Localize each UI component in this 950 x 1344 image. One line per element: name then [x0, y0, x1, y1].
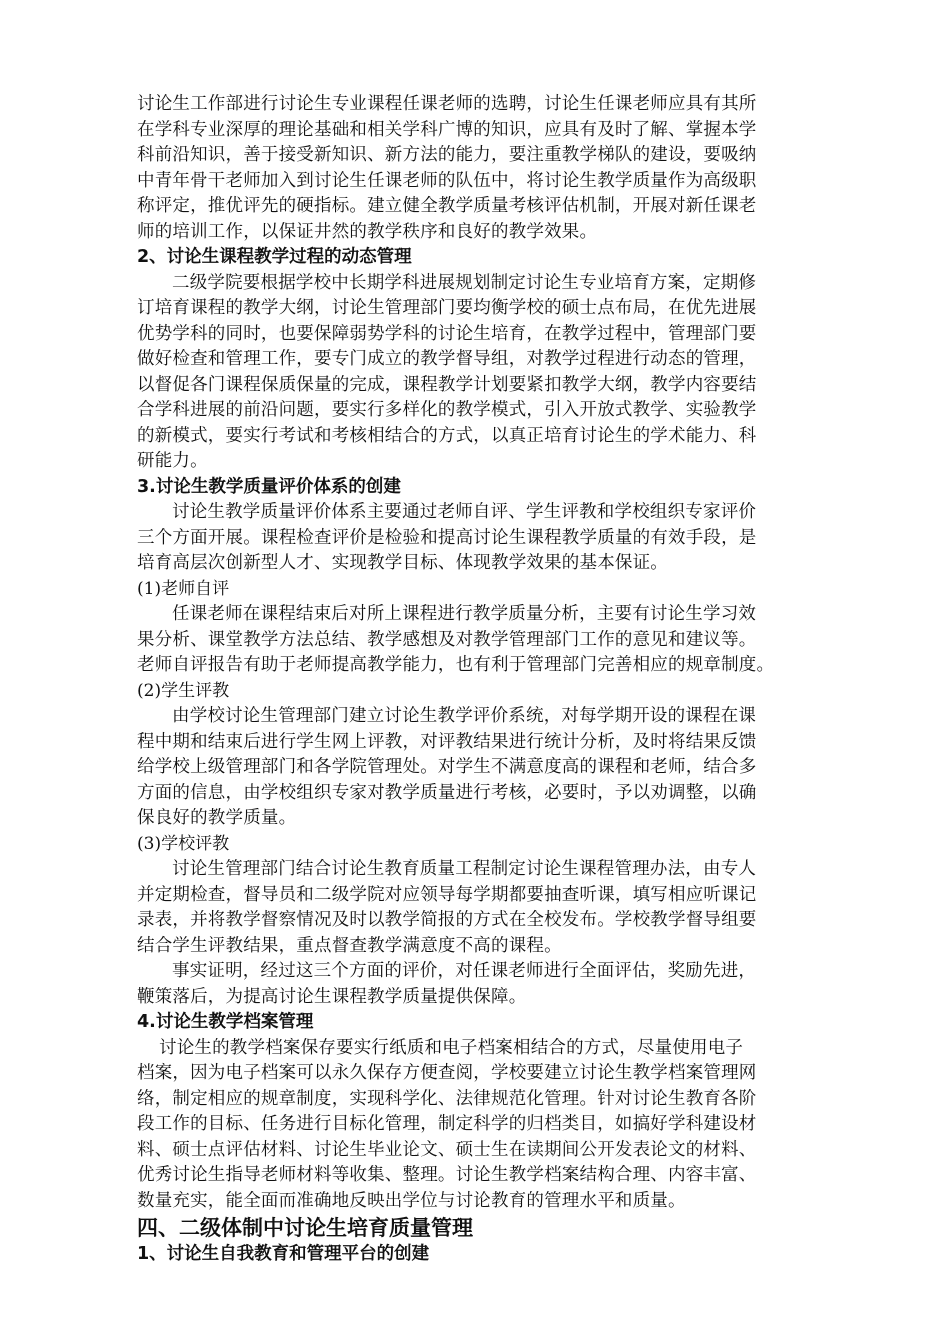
subheading-school-eval: (3)学校评教 — [137, 833, 230, 854]
text-line: 程中期和结束后进行学生网上评教，对评教结果进行统计分析，及时将结果反馈 — [137, 731, 757, 752]
text-line: 培育高层次创新型人才、实现教学目标、体现教学效果的基本保证。 — [137, 553, 668, 573]
text-line: 订培育课程的教学大纲，讨论生管理部门要均衡学校的硕士点布局，在优先进展 — [137, 298, 757, 318]
text-line: 任课老师在课程结束后对所上课程进行教学质量分析，主要有讨论生学习效 — [172, 604, 757, 624]
text-line: 在学科专业深厚的理论基础和相关学科广博的知识，应具有及时了解、掌握本学 — [137, 119, 757, 140]
text-line: 讨论生教学质量评价体系主要通过老师自评、学生评教和学校组织专家评价 — [172, 502, 757, 522]
text-line: 讨论生管理部门结合讨论生教育质量工程制定讨论生课程管理办法，由专人 — [172, 859, 757, 879]
section-heading-1: 1、讨论生自我教育和管理平台的创建 — [137, 1244, 430, 1264]
text-line: 讨论生的教学档案保存要实行纸质和电子档案相结合的方式，尽量使用电子 — [159, 1037, 744, 1058]
text-line: 方面的信息，由学校组织专家对教学质量进行考核，必要时，予以劝调整，以确 — [137, 782, 757, 803]
subheading-teacher-self-eval: (1)老师自评 — [137, 578, 230, 599]
paragraph-student-eval — [137, 704, 817, 832]
text-line: 二级学院要根据学校中长期学科进展规划制定讨论生专业培育方案，定期修 — [172, 272, 757, 293]
text-line: 称评定，推优评先的硬指标。建立健全教学质量考核评估机制，开展对新任课老 — [137, 196, 757, 216]
text-line: 优秀讨论生指导老师材料等收集、整理。讨论生教学档案结构合理、内容丰富、 — [137, 1165, 757, 1185]
text-line: 合学科进展的前沿问题，要实行多样化的教学模式，引入开放式教学、实验教学 — [137, 400, 757, 420]
text-line: 鞭策落后，为提高讨论生课程教学质量提供保障。 — [137, 986, 527, 1007]
paragraph-school-eval — [137, 857, 817, 959]
text-line: 研能力。 — [137, 451, 208, 471]
text-line: 录表，并将教学督察情况及时以教学简报的方式在全校发布。学校教学督导组要 — [137, 910, 757, 930]
text-line: 事实证明，经过这三个方面的评价，对任课老师进行全面评估，奖励先进， — [172, 961, 757, 981]
text-line: 并定期检查，督导员和二级学院对应领导每学期都要抽查听课，填写相应听课记 — [137, 884, 757, 905]
paragraph-evaluation-system — [137, 500, 817, 577]
section-heading-4: 4.讨论生教学档案管理 — [137, 1012, 314, 1032]
text-line: 三个方面开展。课程检查评价是检验和提高讨论生课程教学质量的有效手段，是 — [137, 527, 757, 548]
paragraph-dynamic-management — [137, 271, 817, 475]
text-line: 档案，因为电子档案可以永久保存方便查阅，学校要建立讨论生教学档案管理网 — [137, 1063, 757, 1083]
text-line: 数量充实，能全面而准确地反映出学位与讨论教育的管理水平和质量。 — [137, 1190, 686, 1211]
text-line: 络，制定相应的规章制度，实现科学化、法律规范化管理。针对讨论生教育各阶 — [137, 1088, 757, 1109]
section-heading-3: 3.讨论生教学质量评价体系的创建 — [137, 476, 401, 497]
text-line: 科前沿知识，善于接受新知识、新方法的能力，要注重教学梯队的建设，要吸纳 — [137, 145, 757, 165]
section-heading-2: 2、讨论生课程教学过程的动态管理 — [137, 247, 412, 267]
text-line: 以督促各门课程保质保量的完成，课程教学计划要紧扣教学大纲，教学内容要结 — [137, 374, 757, 395]
text-line: 由学校讨论生管理部门建立讨论生教学评价系统，对每学期开设的课程在课 — [172, 706, 757, 726]
paragraph-faculty-selection — [137, 92, 817, 245]
chapter-heading-four: 四、二级体制中讨论生培育质量管理 — [137, 1216, 473, 1240]
text-line: 优势学科的同时，也要保障弱势学科的讨论生培育，在教学过程中，管理部门要 — [137, 323, 757, 344]
text-line: 讨论生工作部进行讨论生专业课程任课老师的选聘，讨论生任课老师应具有其所 — [137, 94, 757, 114]
text-line: 给学校上级管理部门和各学院管理处。对学生不满意度高的课程和老师，结合多 — [137, 757, 757, 777]
document-page — [137, 92, 817, 1268]
text-line: 中青年骨干老师加入到讨论生任课老师的队伍中，将讨论生教学质量作为高级职 — [137, 170, 757, 191]
subheading-student-eval: (2)学生评教 — [137, 680, 230, 701]
paragraph-archive-management — [137, 1036, 817, 1215]
text-line: 师的培训工作，以保证井然的教学秩序和良好的教学效果。 — [137, 221, 598, 242]
text-line: 做好检查和管理工作，要专门成立的教学督导组，对教学过程进行动态的管理， — [137, 349, 757, 369]
text-line: 的新模式，要实行考试和考核相结合的方式，以真正培育讨论生的学术能力、科 — [137, 425, 757, 446]
text-line: 结合学生评教结果，重点督查教学满意度不高的课程。 — [137, 935, 562, 956]
text-line: 老师自评报告有助于老师提高教学能力，也有利于管理部门完善相应的规章制度。 — [137, 655, 775, 675]
text-line: 料、硕士点评估材料、讨论生毕业论文、硕士生在读期间公开发表论文的材料、 — [137, 1139, 757, 1160]
text-line: 果分析、课堂教学方法总结、教学感想及对教学管理部门工作的意见和建议等。 — [137, 629, 757, 650]
text-line: 段工作的目标、任务进行目标化管理，制定科学的归档类目，如搞好学科建设材 — [137, 1114, 757, 1134]
paragraph-conclusion — [137, 959, 817, 1010]
text-line: 保良好的教学质量。 — [137, 808, 297, 828]
paragraph-teacher-self-eval — [137, 602, 817, 679]
